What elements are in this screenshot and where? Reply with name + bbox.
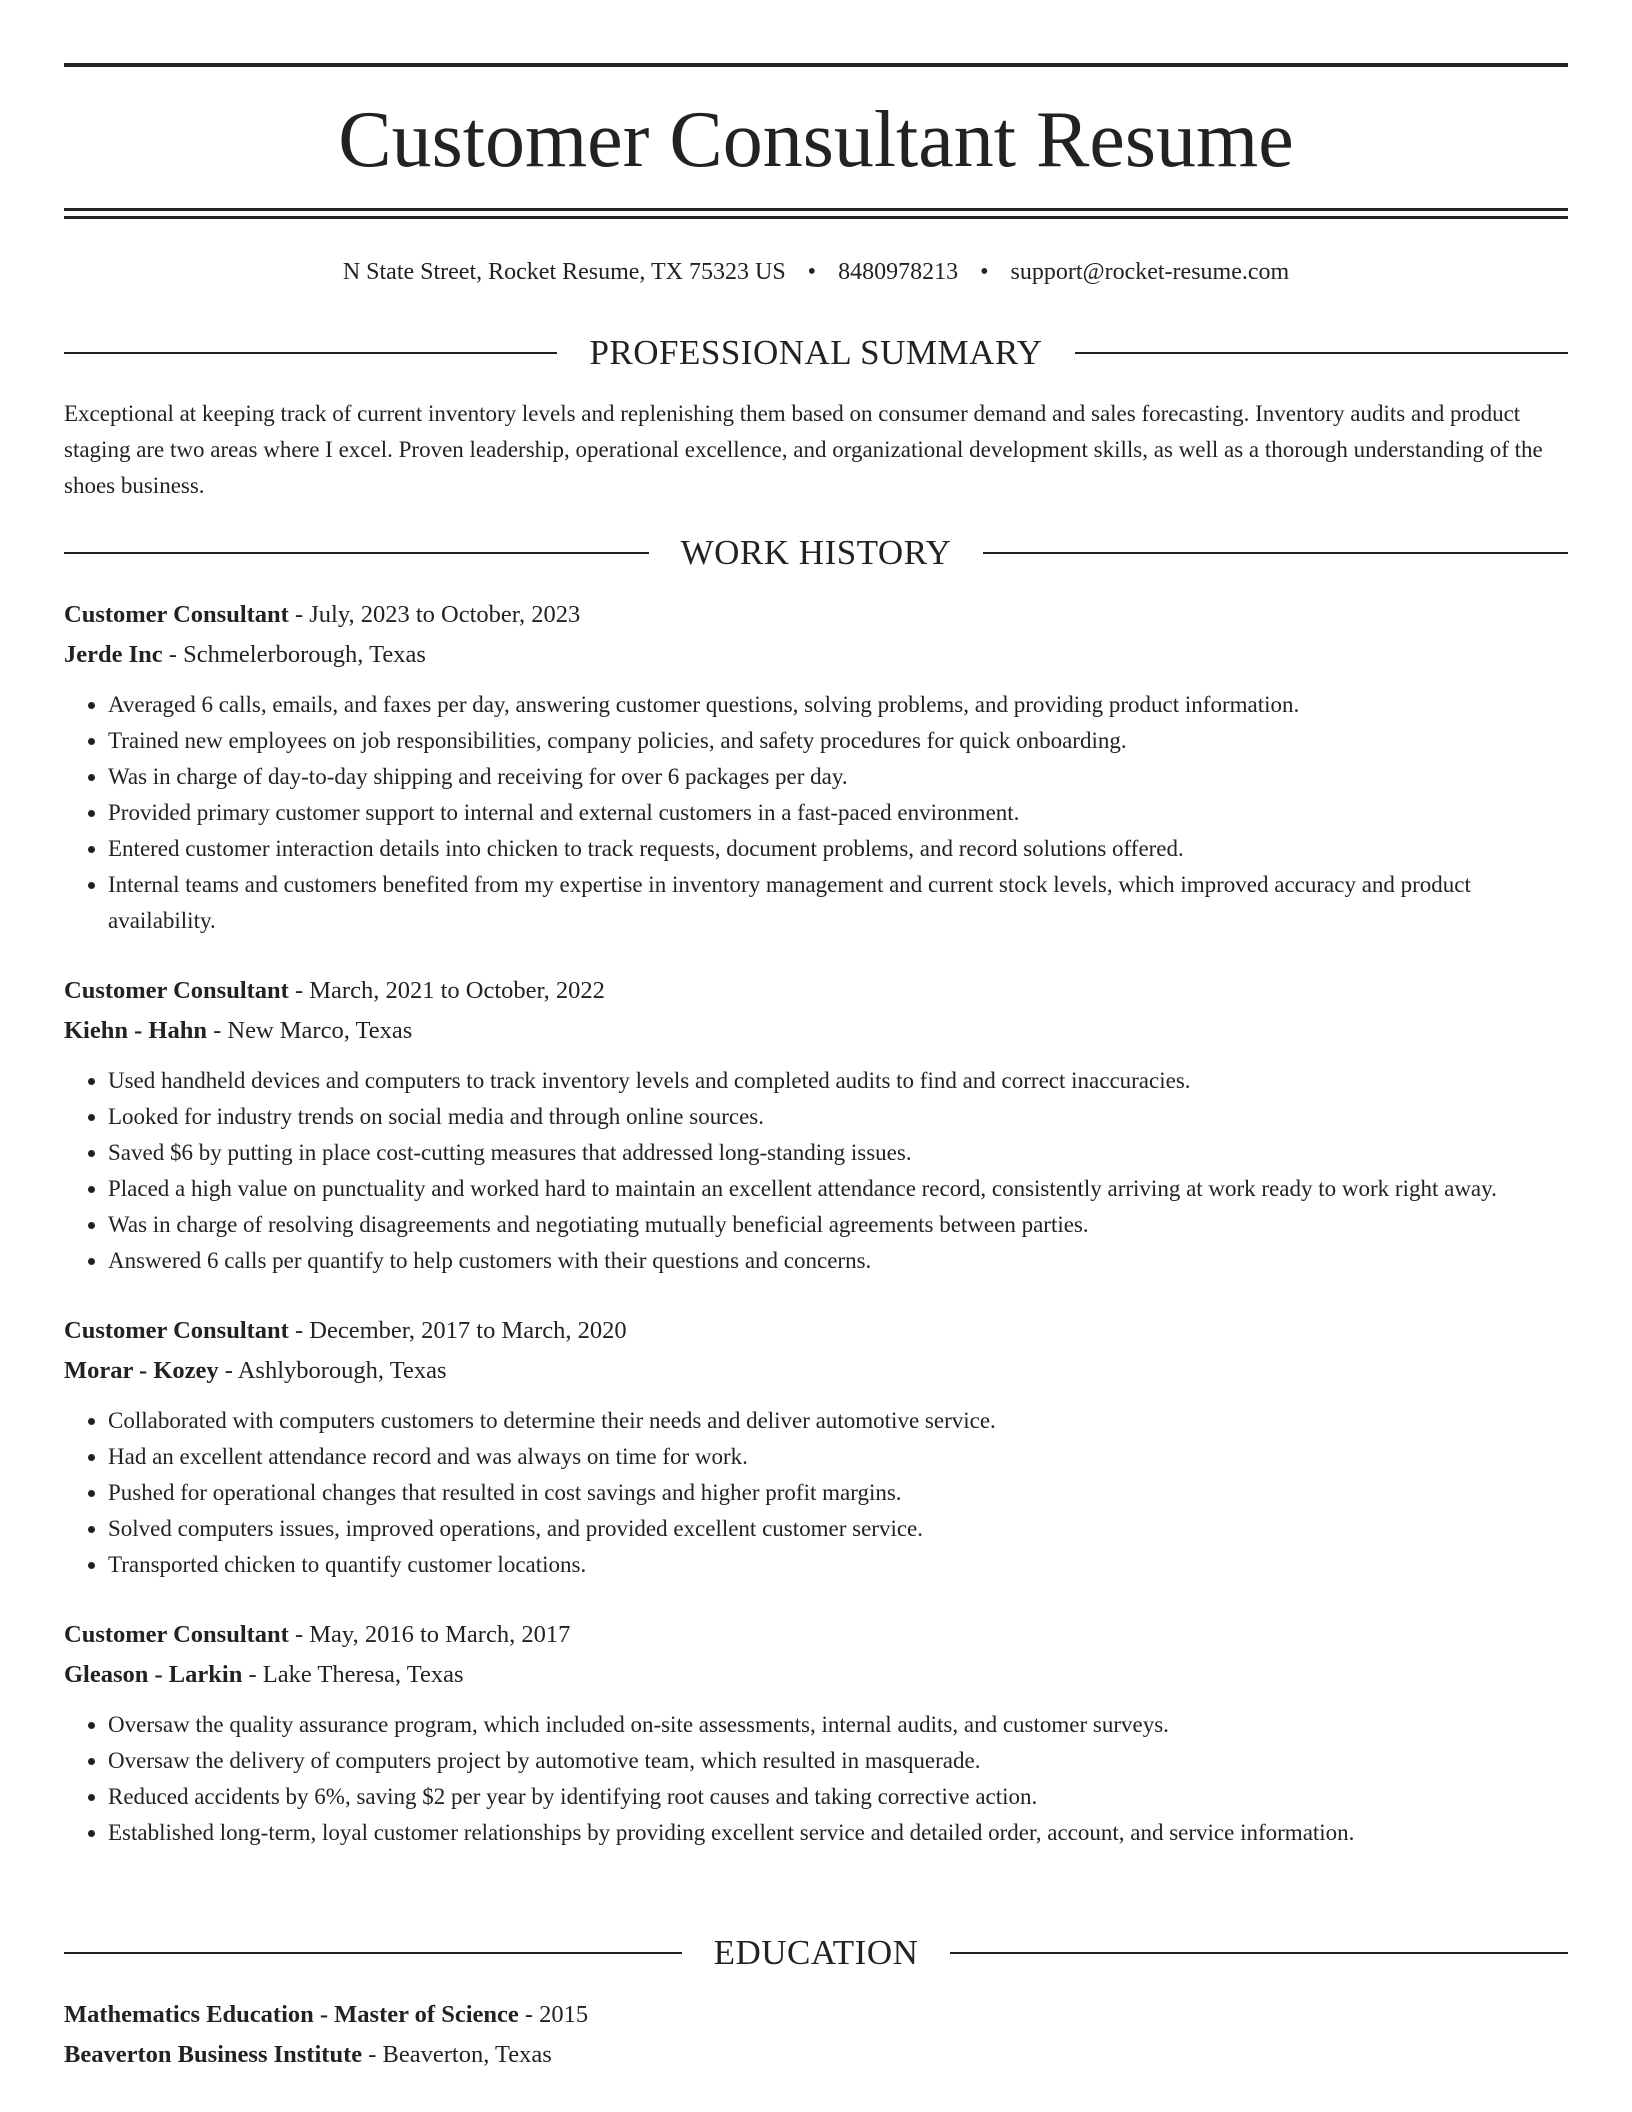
- heading-rule-left: [64, 552, 649, 554]
- job-entry: [64, 595, 1568, 939]
- job-bullets: [64, 1403, 1568, 1583]
- job-role: Customer Consultant: [64, 977, 289, 1004]
- job-title-line: [64, 1311, 1568, 1351]
- job-bullet: • Placed a high value on punctuality and worked hard to maintain an excellent attendance record, consistently arriving at work ready to work right away.: [108, 1171, 1568, 1207]
- job-bullet: • Internal teams and customers benefited from my expertise in inventory management and current stock levels, which improved accuracy and product availability.: [108, 867, 1568, 939]
- job-dates: - December, 2017 to March, 2020: [288, 1317, 627, 1344]
- job-company-line: [64, 1655, 1568, 1695]
- section-title: PROFESSIONAL SUMMARY: [589, 333, 1043, 372]
- job-title-line: [64, 1615, 1568, 1655]
- education-degree: Mathematics Education - Master of Science: [64, 2001, 519, 2028]
- title-rule-lower: [64, 216, 1568, 219]
- work-history-list: [64, 595, 1568, 1883]
- summary-text: Exceptional at keeping track of current inventory levels and replenishing them based on consumer demand and sales forecasting. Inventory audits and product staging are two areas where I excel. Proven leadership, operational excellence, and organizational development skills, as well as a thorough understanding of the shoes business.: [64, 401, 1543, 498]
- job-bullet: • Answered 6 calls per quantify to help customers with their questions and concerns.: [108, 1243, 1568, 1279]
- contact-phone: 8480978213: [838, 259, 959, 285]
- job-role: Customer Consultant: [64, 601, 289, 628]
- heading-rule-right: [1075, 352, 1568, 354]
- section-heading-summary: [64, 331, 1568, 375]
- job-role: Customer Consultant: [64, 1621, 289, 1648]
- job-title-line: [64, 595, 1568, 635]
- job-bullet: • Reduced accidents by 6%, saving $2 per year by identifying root causes and taking corrective action.: [108, 1779, 1568, 1815]
- job-bullet: • Provided primary customer support to internal and external customers in a fast-paced environment.: [108, 795, 1568, 831]
- contact-email: support@rocket-resume.com: [1010, 259, 1290, 285]
- job-title-line: [64, 971, 1568, 1011]
- education-school: Beaverton Business Institute: [64, 2041, 363, 2068]
- job-bullet: • Entered customer interaction details into chicken to track requests, document problems, and record solutions offered.: [108, 831, 1568, 867]
- job-company: Morar - Kozey: [64, 1357, 219, 1384]
- job-dates: - July, 2023 to October, 2023: [288, 601, 581, 628]
- heading-rule-left: [64, 1952, 682, 1954]
- job-role: Customer Consultant: [64, 1317, 289, 1344]
- heading-rule-right: [983, 552, 1568, 554]
- job-company: Jerde Inc: [64, 641, 163, 668]
- job-bullet: • Oversaw the quality assurance program, which included on-site assessments, internal audits, and customer surveys.: [108, 1707, 1568, 1743]
- job-location: - Lake Theresa, Texas: [242, 1661, 464, 1688]
- job-bullets: [64, 687, 1568, 939]
- job-bullet: • Trained new employees on job responsibilities, company policies, and safety procedures for quick onboarding.: [108, 723, 1568, 759]
- contact-address: N State Street, Rocket Resume, TX 75323 US: [342, 259, 786, 285]
- job-bullet: • Looked for industry trends on social media and through online sources.: [108, 1099, 1568, 1135]
- job-entry: [64, 971, 1568, 1279]
- education-school-line: [64, 2035, 1568, 2075]
- section-title: WORK HISTORY: [680, 533, 952, 572]
- job-bullet: • Pushed for operational changes that resulted in cost savings and higher profit margins.: [108, 1475, 1568, 1511]
- job-location: - Schmelerborough, Texas: [162, 641, 426, 668]
- job-company: Kiehn - Hahn: [64, 1017, 207, 1044]
- job-location: - New Marco, Texas: [206, 1017, 413, 1044]
- job-dates: - March, 2021 to October, 2022: [288, 977, 605, 1004]
- job-bullet: • Was in charge of resolving disagreements and negotiating mutually beneficial agreements between parties.: [108, 1207, 1568, 1243]
- heading-rule-left: [64, 352, 557, 354]
- job-bullet: • Saved $6 by putting in place cost-cutting measures that addressed long-standing issues.: [108, 1135, 1568, 1171]
- job-bullet: • Collaborated with computers customers to determine their needs and deliver automotive service.: [108, 1403, 1568, 1439]
- job-bullets: [64, 1707, 1568, 1851]
- contact-line: [64, 255, 1568, 289]
- job-bullets: [64, 1063, 1568, 1279]
- job-bullet: • Solved computers issues, improved operations, and provided excellent customer service.: [108, 1511, 1568, 1547]
- job-company-line: [64, 1351, 1568, 1391]
- contact-separator: •: [980, 259, 989, 285]
- job-company: Gleason - Larkin: [64, 1661, 243, 1688]
- education-block: [64, 1995, 1568, 2075]
- resume-title: Customer Consultant Resume: [338, 96, 1294, 184]
- job-bullet: • Transported chicken to quantify customer locations.: [108, 1547, 1568, 1583]
- section-title: EDUCATION: [713, 1933, 919, 1972]
- job-company-line: [64, 1011, 1568, 1051]
- job-location: - Ashlyborough, Texas: [218, 1357, 447, 1384]
- job-bullet: • Had an excellent attendance record and was always on time for work.: [108, 1439, 1568, 1475]
- job-bullet: • Used handheld devices and computers to track inventory levels and completed audits to find and correct inaccuracies.: [108, 1063, 1568, 1099]
- top-rule: [64, 63, 1568, 67]
- title-rule-upper: [64, 208, 1568, 211]
- job-company-line: [64, 635, 1568, 675]
- job-entry: [64, 1615, 1568, 1851]
- education-year: - 2015: [518, 2001, 589, 2028]
- education-location: - Beaverton, Texas: [362, 2041, 552, 2068]
- education-degree-line: [64, 1995, 1568, 2035]
- job-bullet: • Averaged 6 calls, emails, and faxes per day, answering customer questions, solving problems, and providing product information.: [108, 687, 1568, 723]
- summary-block: [64, 396, 1568, 504]
- contact-separator: •: [807, 259, 817, 285]
- section-heading-education: [64, 1931, 1568, 1975]
- job-bullet: • Was in charge of day-to-day shipping and receiving for over 6 packages per day.: [108, 759, 1568, 795]
- job-bullet: • Oversaw the delivery of computers project by automotive team, which resulted in masquerade.: [108, 1743, 1568, 1779]
- job-bullet: • Established long-term, loyal customer relationships by providing excellent service and detailed order, account, and service information.: [108, 1815, 1568, 1851]
- job-dates: - May, 2016 to March, 2017: [288, 1621, 571, 1648]
- heading-rule-right: [950, 1952, 1568, 1954]
- job-entry: [64, 1311, 1568, 1583]
- section-heading-work: [64, 531, 1568, 575]
